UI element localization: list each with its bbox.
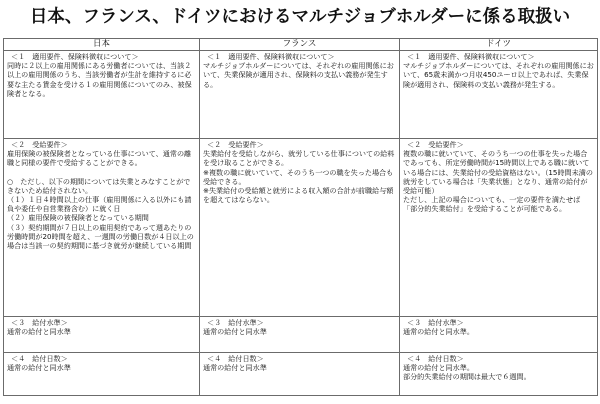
cell-japan-application bbox=[4, 51, 200, 139]
cell-text: 複数の職に就いていて、そのうち一つの仕事を失った場合であっても、所定労働時間が15時間以上である職に就いている場合には、失業給付の受給資格はない。（15時間未満の就労をしている場合は「失業状態」となり、通常の給付が受給可能） ただし、上記の場合についても、一定の要件を満たせば「部分的失業給付」を受給することが可能である。 bbox=[403, 149, 593, 214]
section-heading: ＜２ 受給要件＞ bbox=[407, 140, 464, 149]
cell-text: 同時に２以上の雇用関係にある労働者については、当該２以上の雇用関係のうち、当該労働者が生計を維持するに必要な主たる賃金を受ける１の雇用関係についてのみ、被保険者となる。 bbox=[7, 61, 192, 98]
table-row bbox=[4, 317, 598, 353]
cell-text: 通常の給付と同水準 bbox=[203, 327, 267, 337]
column-header-france: フランス bbox=[200, 39, 400, 51]
cell-text: 通常の給付と同水準 bbox=[7, 363, 71, 373]
section-heading: ＜３ 給付水準＞ bbox=[207, 318, 264, 327]
cell-japan-eligibility bbox=[4, 139, 200, 317]
table-row bbox=[4, 353, 598, 396]
section-heading: ＜４ 給付日数＞ bbox=[11, 354, 68, 363]
cell-text: マルチジョブホルダーについては、それぞれの雇用関係において、失業保険が適用され、保険料の支払い義務が発生する。 bbox=[203, 61, 394, 89]
section-heading: ＜１ 適用要件、保険料徴収について＞ bbox=[407, 52, 535, 61]
cell-japan-benefit-level bbox=[4, 317, 200, 353]
cell-germany-benefit-days bbox=[400, 353, 598, 396]
table-row bbox=[4, 139, 598, 317]
section-heading: ＜２ 受給要件＞ bbox=[11, 140, 68, 149]
header-row bbox=[4, 39, 598, 51]
cell-france-application bbox=[200, 51, 400, 139]
cell-text: 通常の給付と同水準。 部分的失業給付の期間は最大で６週間。 bbox=[403, 363, 531, 382]
cell-japan-benefit-days bbox=[4, 353, 200, 396]
cell-text: 失業給付を受給しながら、就労している仕事についての給料を受け取ることができる。 ※複数の職に就いていて、そのうち一つの職を失った場合も受給できる。 ※失業給付の受給額と就労による収入額の合計が前職給与額を超えてはならない。 bbox=[203, 149, 395, 205]
section-heading: ＜４ 給付日数＞ bbox=[407, 354, 464, 363]
table-row bbox=[4, 51, 598, 139]
cell-text: 雇用保険の被保険者となっている仕事について、通常の離職と同様の要件で受給することができる。 bbox=[7, 149, 192, 168]
column-header-germany: ドイツ bbox=[400, 39, 598, 51]
cell-france-eligibility bbox=[200, 139, 400, 317]
section-heading: ＜４ 給付日数＞ bbox=[207, 354, 264, 363]
cell-text: 通常の給付と同水準。 bbox=[403, 327, 474, 337]
cell-note: ○ ただし、以下の期間については失業とみなすことができないため給付されない。 （１）１日４時間以上の仕事（雇用関係に入る以外にも請負や委任や自営業務含む）に就く日 （２）雇用保険の被保険者となっている期間 （３）契約期間が７日以上の雇用契約であって週あたりの労働時間が20時間を超え、一週間の労働日数が４日以上の場合は当該一の契約期間に基づき就労が継続している期間 bbox=[7, 176, 194, 251]
cell-germany-application bbox=[400, 51, 598, 139]
cell-text: 通常の給付と同水準 bbox=[7, 327, 71, 337]
section-heading: ＜１ 適用要件、保険料徴収について＞ bbox=[11, 52, 139, 61]
cell-france-benefit-days bbox=[200, 353, 400, 396]
cell-germany-eligibility bbox=[400, 139, 598, 317]
cell-text: マルチジョブホルダーについては、それぞれの雇用関係において、65歳未満かつ月収450ユーロ以上であれば、失業保険が適用され、保険料の支払い義務が発生する。 bbox=[403, 61, 594, 89]
section-heading: ＜１ 適用要件、保険料徴収について＞ bbox=[207, 52, 335, 61]
comparison-table bbox=[3, 38, 598, 396]
cell-text: 通常の給付と同水準 bbox=[203, 363, 267, 373]
page-title: 日本、フランス、ドイツにおけるマルチジョブホルダーに係る取扱い bbox=[29, 7, 571, 27]
section-heading: ＜３ 給付水準＞ bbox=[11, 318, 68, 327]
section-heading: ＜３ 給付水準＞ bbox=[407, 318, 464, 327]
cell-france-benefit-level bbox=[200, 317, 400, 353]
cell-germany-benefit-level bbox=[400, 317, 598, 353]
column-header-japan: 日本 bbox=[4, 39, 200, 51]
section-heading: ＜２ 受給要件＞ bbox=[207, 140, 264, 149]
